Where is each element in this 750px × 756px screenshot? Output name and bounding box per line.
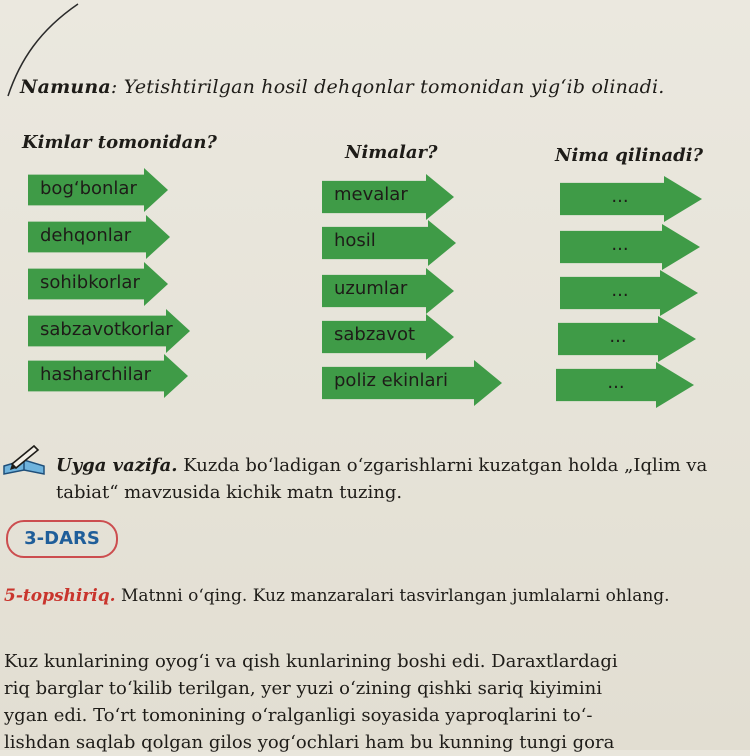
column-header-what: Nimalar? [345, 142, 438, 163]
column-header-who: Kimlar tomonidan? [22, 132, 217, 153]
who-arrow [28, 354, 188, 398]
example-text: : Yetishtirilgan hosil dehqonlar tomonidan yig‘ib olinadi. [110, 76, 665, 98]
who-arrow-label: sabzavotkorlar [40, 318, 173, 340]
what-arrow [322, 360, 502, 406]
example-label: Namuna [20, 76, 111, 98]
action-arrow-label: ... [609, 325, 627, 347]
homework-text [56, 452, 726, 506]
action-arrow [558, 316, 696, 362]
who-arrow [28, 262, 168, 306]
what-arrow [322, 314, 454, 360]
what-arrow-label: sabzavot [334, 323, 416, 345]
what-arrow [322, 268, 454, 314]
column-header-action: Nima qilinadi? [555, 145, 704, 166]
homework-title: Uyga vazifa. [56, 455, 178, 476]
action-arrow [560, 176, 702, 222]
lesson-badge: 3-DARS [6, 520, 118, 558]
action-arrow [560, 270, 698, 316]
task-text: Matnni o‘qing. Kuz manzaralari tasvirlangan jumlalarni ohlang. [115, 586, 670, 606]
what-arrow-label: uzumlar [334, 277, 408, 299]
action-arrow-label: ... [607, 371, 625, 393]
homework-body: Kuzda bo‘ladigan o‘zgarishlarni kuzatgan holda „Iqlim va tabiat“ mavzusida kichik matn tuzing. [56, 455, 708, 503]
pencil-book-icon [0, 440, 50, 480]
example-sentence [20, 76, 664, 98]
who-arrow-label: hasharchilar [40, 363, 151, 385]
reading-line: Kuz kunlarining oyog‘i va qish kunlarining boshi edi. Daraxtlardagi [4, 651, 618, 672]
who-arrow-label: sohibkorlar [40, 271, 140, 293]
action-arrow-label: ... [611, 233, 629, 255]
action-arrow [556, 362, 694, 408]
what-arrow [322, 174, 454, 220]
what-arrow [322, 220, 456, 266]
action-arrow-label: ... [611, 185, 629, 207]
what-arrow-label: hosil [334, 229, 376, 251]
reading-line: riq barglar to‘kilib terilgan, yer yuzi o‘zining qishki sariq kiyimini [4, 678, 602, 699]
reading-line: lishdan saqlab qolgan gilos yog‘ochlari ham bu kunning tungi gora [4, 732, 615, 753]
who-arrow-label: dehqonlar [40, 224, 132, 246]
reading-line: ygan edi. To‘rt tomonining o‘ralganligi soyasida yaproqlarini to‘- [4, 705, 593, 726]
who-arrow [28, 168, 168, 212]
what-arrow-label: mevalar [334, 183, 408, 205]
action-arrow [560, 224, 700, 270]
task-number: 5-topshiriq. [4, 586, 116, 606]
task-instruction [4, 584, 724, 609]
reading-passage [4, 648, 724, 756]
who-arrow [28, 215, 170, 259]
who-arrow [28, 309, 190, 353]
action-arrow-label: ... [611, 279, 629, 301]
who-arrow-label: bog‘bonlar [40, 177, 137, 199]
what-arrow-label: poliz ekinlari [334, 369, 448, 391]
